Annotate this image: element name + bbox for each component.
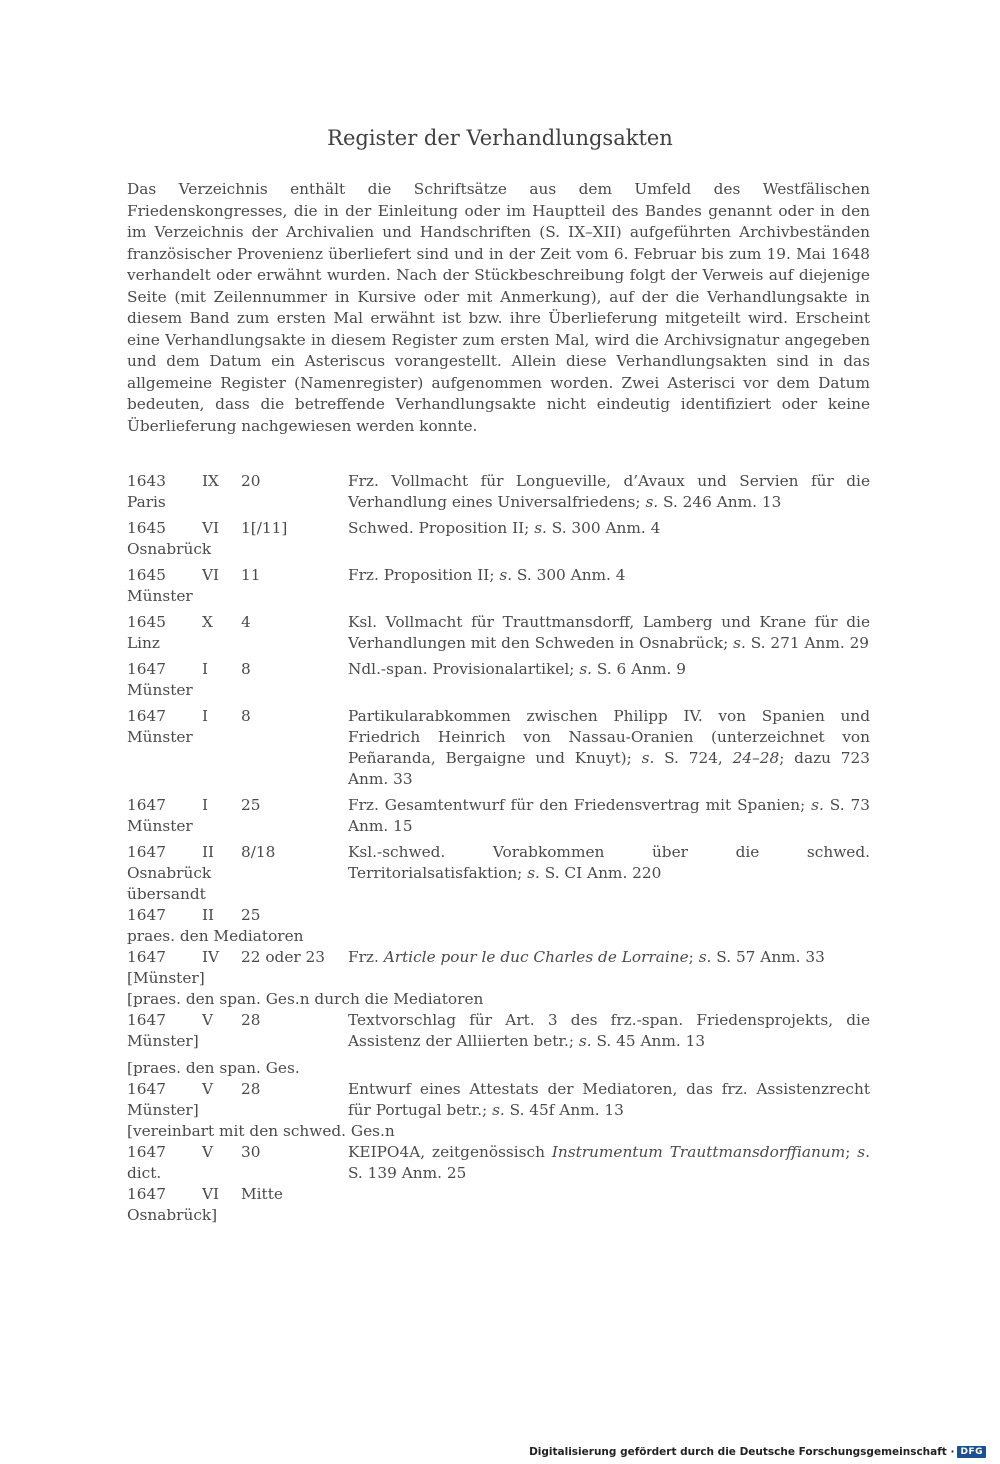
entry-description: Frz. Vollmacht für Longueville, d’Avaux und Servien für die Verhandlung eines Universalfriedens; s. S. 246 Anm. 13 <box>348 472 870 511</box>
register-entry <box>127 1058 870 1121</box>
entry-year: 1645 <box>127 613 166 631</box>
entry-day: 20 <box>241 472 261 490</box>
entry-day: 22 oder 23 <box>241 948 326 966</box>
entry-day: 28 <box>241 1011 261 1029</box>
entry-month: I <box>202 660 209 678</box>
entry-date <box>127 905 870 926</box>
entry-date <box>127 565 342 586</box>
entry-meta <box>127 842 342 884</box>
entry-year: 1647 <box>127 707 166 725</box>
entry-day: 4 <box>241 613 251 631</box>
register-entry <box>127 884 870 947</box>
register-entry <box>127 706 870 790</box>
entry-note: [praes. den span. Ges. <box>127 1059 300 1077</box>
entry-place: praes. den Mediatoren <box>127 927 304 945</box>
entry-year: 1647 <box>127 1143 166 1161</box>
register-entry <box>127 989 870 1058</box>
register-entry <box>127 842 870 884</box>
entry-date <box>127 1142 342 1163</box>
entry-year: 1647 <box>127 1185 166 1203</box>
entry-place: Osnabrück <box>127 540 212 558</box>
entry-date <box>127 1010 342 1031</box>
intro-paragraph: Das Verzeichnis enthält die Schriftsätze aus dem Umfeld des Westfälischen Friedenskongresses, die in der Einleitung oder im Hauptteil des Bandes genannt oder in den im Verzeichnis der Archivalien und Handschriften (S. IX–XII) aufgeführten Archivbeständen französischer Provenienz überliefert sind und in der Zeit vom 6. Februar bis zum 19. Mai 1648 verhandelt oder erwähnt wurden. Nach der Stückbeschreibung folgt der Verweis auf diejenige Seite (mit Zeilennummer in Kursive oder mit Anmerkung), auf der die Verhandlungsakte in diesem Band zum ersten Mal erwähnt ist bzw. ihre Überlieferung mitgeteilt wird. Erscheint eine Verhandlungsakte in diesem Register zum ersten Mal, wird die Archivsignatur angegeben und dem Datum ein Asteriscus vorangestellt. Allein diese Verhandlungsakten sind in das allgemeine Register (Namenregister) aufgenommen worden. Zwei Asterisci vor dem Datum bedeuten, dass die betreffende Verhandlungsakte nicht eindeutig identifiziert oder keine Überlieferung nachgewiesen werden konnte. <box>127 180 870 435</box>
entry-place: dict. <box>127 1164 162 1182</box>
entry-meta <box>127 795 342 837</box>
entry-date <box>127 612 342 633</box>
register-entry <box>127 612 870 654</box>
entry-date <box>127 1184 870 1205</box>
entry-description: Frz. Proposition II; s. S. 300 Anm. 4 <box>348 566 626 584</box>
entry-date <box>127 842 342 863</box>
entry-year: 1643 <box>127 472 166 490</box>
entry-place: Paris <box>127 493 166 511</box>
entry-year: 1647 <box>127 906 166 924</box>
entry-description: Frz. Gesamtentwurf für den Friedensvertrag mit Spanien; s. S. 73 Anm. 15 <box>348 796 870 835</box>
entry-month: II <box>202 906 215 924</box>
entry-year: 1647 <box>127 1011 166 1029</box>
register-entry <box>127 518 870 560</box>
entry-year: 1647 <box>127 843 166 861</box>
entry-day: 8 <box>241 660 251 678</box>
entry-month: V <box>202 1080 214 1098</box>
entry-description: Ksl.-schwed. Vorabkommen über die schwed. Territorialsatisfaktion; s. S. CI Anm. 220 <box>348 843 870 882</box>
entry-place: [Münster] <box>127 969 205 987</box>
entry-month: I <box>202 796 209 814</box>
entry-place: Münster <box>127 728 193 746</box>
register-list <box>127 471 870 1226</box>
entry-month: IX <box>202 472 219 490</box>
entry-date <box>127 947 342 968</box>
entry-place: Osnabrück] <box>127 1206 218 1224</box>
entry-meta <box>127 706 342 748</box>
entry-month: II <box>202 843 215 861</box>
entry-day: 25 <box>241 906 261 924</box>
entry-date <box>127 1079 342 1100</box>
register-entry <box>127 659 870 701</box>
entry-place: Münster] <box>127 1032 199 1050</box>
entry-description: KEIPO4A, zeitgenössisch Instrumentum Trauttmansdorffianum; s. S. 139 Anm. 25 <box>348 1143 870 1182</box>
register-entry <box>127 947 870 989</box>
entry-meta <box>127 1010 342 1052</box>
entry-description: Frz. Article pour le duc Charles de Lorraine; s. S. 57 Anm. 33 <box>348 948 825 966</box>
entry-meta <box>127 518 342 560</box>
entry-month: X <box>202 613 213 631</box>
entry-meta <box>127 612 342 654</box>
register-entry <box>127 795 870 837</box>
entry-day: 1[/11] <box>241 519 288 537</box>
entry-place: Münster] <box>127 1101 199 1119</box>
entry-meta <box>127 659 342 701</box>
entry-description: Schwed. Proposition II; s. S. 300 Anm. 4 <box>348 519 661 537</box>
entry-month: IV <box>202 948 220 966</box>
entry-month: V <box>202 1011 214 1029</box>
entry-month: V <box>202 1143 214 1161</box>
entry-month: VI <box>202 1185 220 1203</box>
entry-month: I <box>202 707 209 725</box>
entry-day: 28 <box>241 1080 261 1098</box>
entry-date <box>127 471 342 492</box>
register-entry <box>127 565 870 607</box>
entry-note: [praes. den span. Ges.n durch die Mediatoren <box>127 990 484 1008</box>
entry-meta <box>127 1142 342 1184</box>
entry-year: 1645 <box>127 519 166 537</box>
entry-description: Entwurf eines Attestats der Mediatoren, das frz. Assistenzrecht für Portugal betr.; s. S. 45f Anm. 13 <box>348 1080 870 1119</box>
entry-year: 1647 <box>127 1080 166 1098</box>
entry-meta <box>127 565 342 607</box>
footer-text: Digitalisierung gefördert durch die Deutsche Forschungsgemeinschaft · <box>529 1446 955 1458</box>
entry-place: Osnabrück <box>127 864 212 882</box>
footer-credit <box>529 1446 986 1458</box>
entry-year: 1647 <box>127 948 166 966</box>
entry-description: Partikularabkommen zwischen Philipp IV. von Spanien und Friedrich Heinrich von Nassau-Oranien (unterzeichnet von Peñaranda, Bergaigne und Knuyt); s. S. 724, 24–28; dazu 723 Anm. 33 <box>348 707 870 788</box>
entry-meta <box>127 947 342 989</box>
entry-description: Ndl.-span. Provisionalartikel; s. S. 6 Anm. 9 <box>348 660 687 678</box>
entry-description: Textvorschlag für Art. 3 des frz.-span. Friedensprojekts, die Assistenz der Alliierten betr.; s. S. 45 Anm. 13 <box>348 1011 870 1050</box>
register-entry <box>127 1184 870 1226</box>
dfg-logo: DFG <box>957 1446 986 1458</box>
entry-day: Mitte <box>241 1185 283 1203</box>
register-entry <box>127 471 870 513</box>
page-title: Register der Verhandlungsakten <box>327 126 673 150</box>
entry-meta <box>127 1079 342 1121</box>
entry-date <box>127 706 342 727</box>
entry-date <box>127 795 342 816</box>
entry-meta <box>127 471 342 513</box>
entry-month: VI <box>202 566 220 584</box>
entry-day: 25 <box>241 796 261 814</box>
entry-date <box>127 518 342 539</box>
entry-day: 11 <box>241 566 261 584</box>
entry-year: 1647 <box>127 796 166 814</box>
entry-date <box>127 659 342 680</box>
entry-day: 8/18 <box>241 843 276 861</box>
register-entry <box>127 1121 870 1184</box>
entry-note: übersandt <box>127 885 206 903</box>
entry-note: [vereinbart mit den schwed. Ges.n <box>127 1122 395 1140</box>
entry-day: 30 <box>241 1143 261 1161</box>
entry-place: Münster <box>127 681 193 699</box>
entry-year: 1647 <box>127 660 166 678</box>
entry-day: 8 <box>241 707 251 725</box>
entry-description: Ksl. Vollmacht für Trauttmansdorff, Lamberg und Krane für die Verhandlungen mit den Schweden in Osnabrück; s. S. 271 Anm. 29 <box>348 613 870 652</box>
entry-month: VI <box>202 519 220 537</box>
entry-year: 1645 <box>127 566 166 584</box>
entry-place: Linz <box>127 634 160 652</box>
entry-place: Münster <box>127 587 193 605</box>
entry-place: Münster <box>127 817 193 835</box>
